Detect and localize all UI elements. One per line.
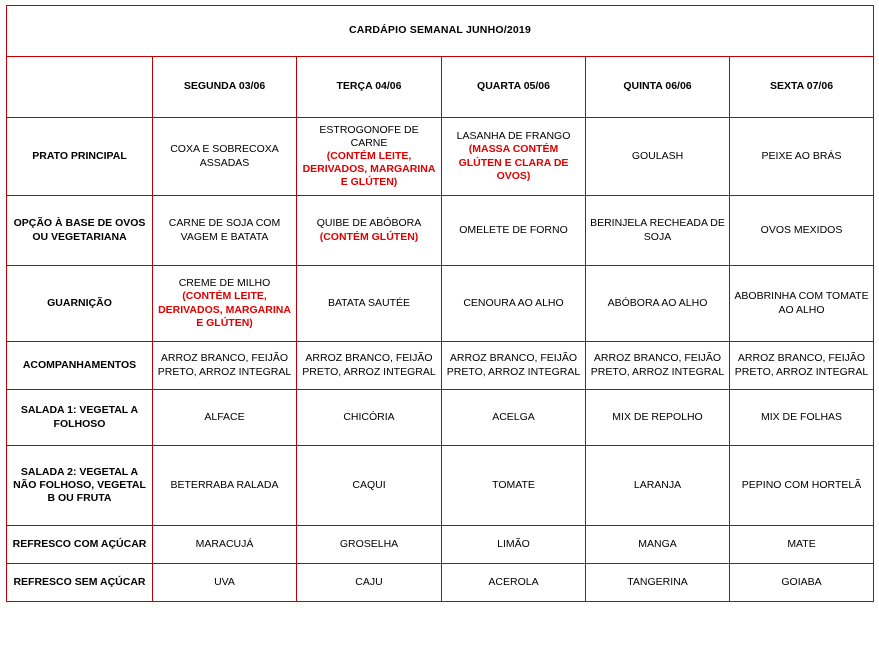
cell-main-text: ARROZ BRANCO, FEIJÃO PRETO, ARROZ INTEGRAL (590, 352, 725, 378)
cell-main-text: MANGA (638, 537, 677, 550)
header-corner-blank (7, 57, 153, 118)
cell-main-text: LARANJA (633, 478, 682, 491)
table-cell (730, 118, 874, 196)
cell-main-text: CAJU (355, 575, 383, 588)
cell-main-text: TANGERINA (627, 575, 688, 588)
column-header-monday: SEGUNDA 03/06 (153, 57, 297, 118)
table-cell (442, 564, 586, 602)
table-cell (442, 390, 586, 446)
cell-allergen-text: (MASSA CONTÉM GLÚTEN E CLARA DE OVOS) (458, 143, 569, 182)
table-cell (153, 196, 297, 266)
table-cell (730, 446, 874, 526)
cell-main-text: UVA (214, 575, 235, 588)
table-cell (730, 196, 874, 266)
table-cell (442, 446, 586, 526)
table-cell (730, 526, 874, 564)
weekly-menu-table (6, 5, 874, 602)
cell-main-text: ARROZ BRANCO, FEIJÃO PRETO, ARROZ INTEGRAL (446, 352, 581, 378)
table-cell (297, 196, 442, 266)
cell-allergen-text: (CONTÉM GLÚTEN) (319, 230, 419, 243)
cell-main-text: LASANHA DE FRANGO (456, 130, 571, 143)
table-cell (153, 564, 297, 602)
row-label-prato-principal: PRATO PRINCIPAL (7, 118, 153, 196)
table-row (7, 390, 874, 446)
table-cell (730, 342, 874, 390)
table-row (7, 564, 874, 602)
table-cell (586, 446, 730, 526)
cell-main-text: ARROZ BRANCO, FEIJÃO PRETO, ARROZ INTEGRAL (734, 352, 869, 378)
cell-main-text: GROSELHA (339, 537, 399, 550)
table-cell (442, 266, 586, 342)
row-label-salada-1: SALADA 1: VEGETAL A FOLHOSO (7, 390, 153, 446)
table-cell (586, 266, 730, 342)
row-label-refresco-com-acucar: REFRESCO COM AÇÚCAR (7, 526, 153, 564)
table-cell (153, 390, 297, 446)
cell-main-text: ALFACE (204, 410, 245, 423)
cell-main-text: ARROZ BRANCO, FEIJÃO PRETO, ARROZ INTEGRAL (157, 352, 292, 378)
table-cell (442, 526, 586, 564)
table-row (7, 196, 874, 266)
cell-main-text: MIX DE FOLHAS (760, 410, 843, 423)
table-row (7, 342, 874, 390)
table-cell (153, 118, 297, 196)
cell-main-text: MIX DE REPOLHO (612, 410, 703, 423)
cell-main-text: LIMÃO (497, 537, 530, 550)
table-cell (586, 564, 730, 602)
table-cell (297, 564, 442, 602)
table-cell (586, 390, 730, 446)
cell-main-text: CHICÓRIA (343, 410, 395, 423)
cell-main-text: CAQUI (352, 478, 386, 491)
cell-main-text: ABOBRINHA COM TOMATE AO ALHO (734, 290, 869, 316)
cell-main-text: ARROZ BRANCO, FEIJÃO PRETO, ARROZ INTEGRAL (302, 352, 436, 378)
cell-main-text: BERINJELA RECHEADA DE SOJA (590, 217, 725, 243)
table-row (7, 266, 874, 342)
table-row (7, 526, 874, 564)
table-cell (442, 118, 586, 196)
cell-main-text: OVOS MEXIDOS (760, 223, 843, 236)
table-cell (297, 266, 442, 342)
table-cell (153, 266, 297, 342)
row-label-refresco-sem-acucar: REFRESCO SEM AÇÚCAR (7, 564, 153, 602)
table-cell (586, 118, 730, 196)
table-cell (297, 342, 442, 390)
table-cell (297, 118, 442, 196)
row-label-opcao-vegetariana: OPÇÃO À BASE DE OVOS OU VEGETARIANA (7, 196, 153, 266)
column-header-tuesday: TERÇA 04/06 (297, 57, 442, 118)
cell-main-text: QUIBE DE ABÓBORA (316, 217, 422, 230)
cell-main-text: COXA E SOBRECOXA ASSADAS (170, 143, 279, 169)
cell-main-text: GOIABA (781, 575, 822, 588)
cell-allergen-text: (CONTÉM LEITE, DERIVADOS, MARGARINA E GLÚTEN) (302, 149, 436, 189)
cell-main-text: PEIXE AO BRÁS (761, 149, 842, 162)
row-label-guarnicao: GUARNIÇÃO (7, 266, 153, 342)
cell-main-text: BATATA SAUTÉE (327, 296, 411, 309)
cell-main-text: TOMATE (492, 478, 535, 491)
table-cell (586, 526, 730, 564)
table-row (7, 118, 874, 196)
cell-main-text: PEPINO COM HORTELÃ (741, 478, 862, 491)
cell-main-text: BETERRABA RALADA (170, 478, 279, 491)
row-label-acompanhamentos: ACOMPANHAMENTOS (7, 342, 153, 390)
table-cell (586, 196, 730, 266)
row-label-salada-2: SALADA 2: VEGETAL A NÃO FOLHOSO, VEGETAL B OU FRUTA (7, 446, 153, 526)
table-cell (153, 342, 297, 390)
cell-main-text: ESTROGONOFE DE CARNE (319, 123, 419, 149)
column-header-wednesday: QUARTA 05/06 (442, 57, 586, 118)
table-cell (730, 266, 874, 342)
cell-main-text: GOULASH (631, 149, 684, 162)
column-header-friday: SEXTA 07/06 (730, 57, 874, 118)
table-cell (442, 196, 586, 266)
table-cell (153, 526, 297, 564)
title-row (7, 6, 874, 57)
cell-main-text: OMELETE DE FORNO (459, 223, 568, 236)
cell-main-text: CENOURA AO ALHO (463, 296, 564, 309)
header-row (7, 57, 874, 118)
table-cell (730, 390, 874, 446)
table-cell (442, 342, 586, 390)
table-row (7, 446, 874, 526)
table-cell (153, 446, 297, 526)
table-cell (730, 564, 874, 602)
cell-main-text: ACELGA (492, 410, 535, 423)
cell-main-text: ABÓBORA AO ALHO (607, 296, 708, 309)
column-header-thursday: QUINTA 06/06 (586, 57, 730, 118)
table-cell (586, 342, 730, 390)
table-cell (297, 526, 442, 564)
cell-main-text: CREME DE MILHO (178, 277, 271, 290)
cell-main-text: CARNE DE SOJA COM VAGEM E BATATA (168, 217, 281, 243)
cell-main-text: MATE (787, 537, 816, 550)
cell-allergen-text: (CONTÉM LEITE, DERIVADOS, MARGARINA E GLÚTEN) (158, 290, 291, 329)
table-cell (297, 390, 442, 446)
cell-main-text: MARACUJÁ (195, 537, 254, 550)
table-cell (297, 446, 442, 526)
menu-document (0, 5, 879, 646)
cell-main-text: ACEROLA (488, 575, 539, 588)
document-title: CARDÁPIO SEMANAL JUNHO/2019 (7, 6, 874, 57)
